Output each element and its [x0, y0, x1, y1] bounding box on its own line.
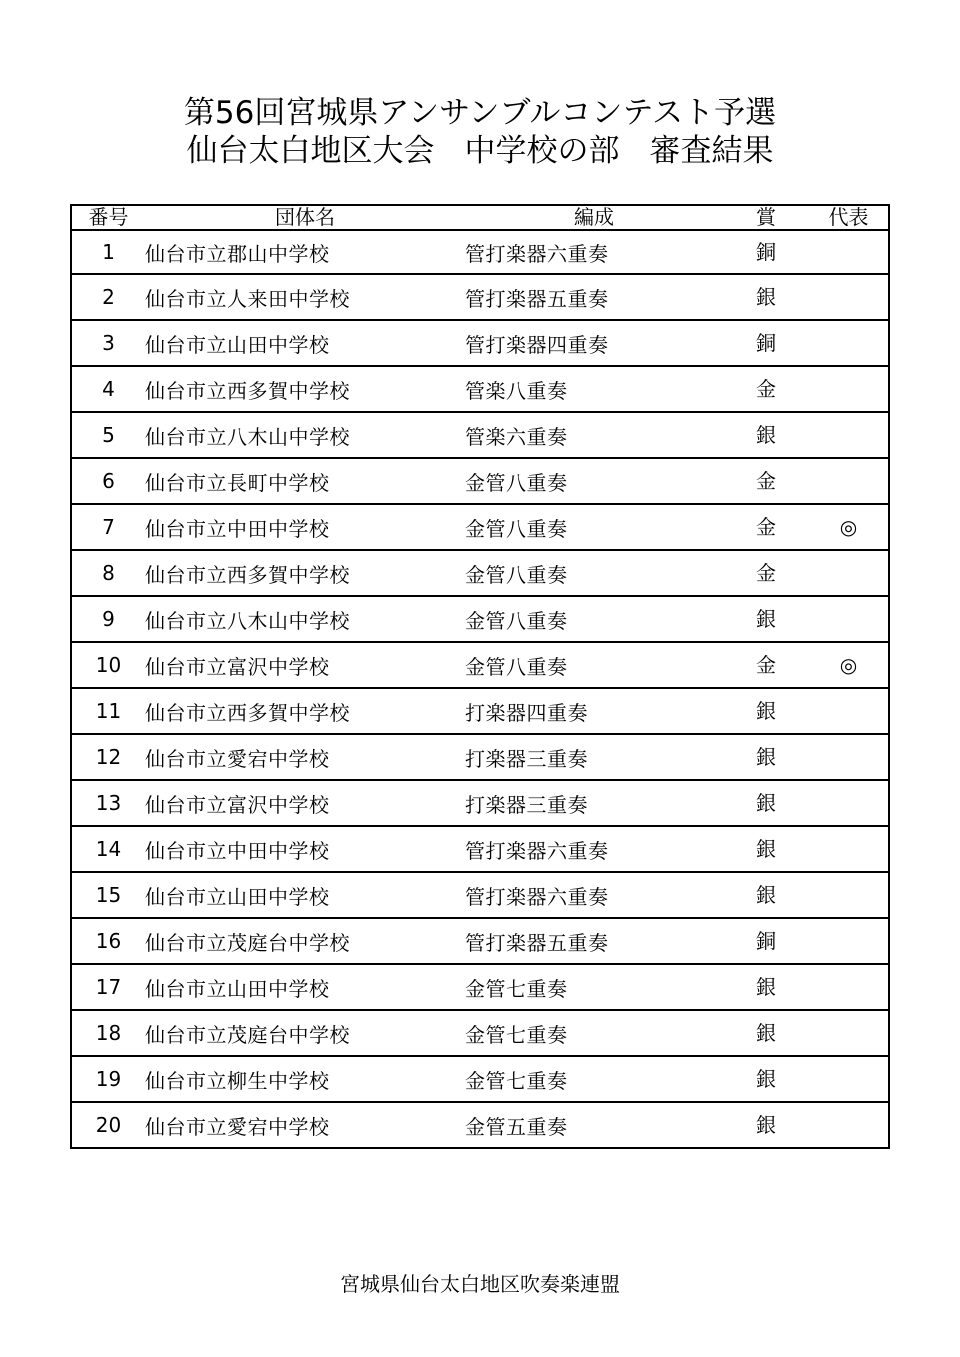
entry-prize: 銀 [756, 791, 776, 815]
entry-prize: 銀 [756, 285, 776, 309]
entry-group-name: 仙台市立中田中学校 [145, 838, 330, 863]
entry-formation: 金管七重奏 [465, 1068, 568, 1093]
entry-formation: 管楽八重奏 [465, 378, 568, 403]
entry-number: 1 [102, 240, 115, 264]
entry-number: 11 [95, 699, 122, 723]
entry-formation: 管打楽器四重奏 [465, 332, 609, 357]
entry-prize: 銀 [756, 423, 776, 447]
entry-representative-mark [809, 274, 889, 320]
entry-group-name: 仙台市立愛宕中学校 [145, 1114, 330, 1139]
table-row [71, 230, 889, 274]
entry-formation: 管打楽器五重奏 [465, 286, 609, 311]
subtitle-results: 審査結果 [649, 133, 774, 169]
entry-representative-mark [809, 412, 889, 458]
entry-group-name: 仙台市立西多賀中学校 [145, 700, 350, 725]
entry-prize: 銀 [756, 607, 776, 631]
entry-number: 14 [95, 837, 122, 861]
entry-formation: 管打楽器六重奏 [465, 838, 609, 863]
table-row [71, 1010, 889, 1056]
entry-group-name: 仙台市立郡山中学校 [145, 241, 330, 266]
entry-group-name: 仙台市立茂庭台中学校 [145, 930, 350, 955]
entry-prize: 金 [756, 377, 776, 401]
results-table-body [71, 230, 889, 1148]
entry-representative-mark: ◎ [839, 653, 858, 677]
entry-formation: 金管五重奏 [465, 1114, 568, 1139]
entry-number: 4 [102, 377, 115, 401]
entry-prize: 銅 [756, 929, 776, 953]
entry-formation: 金管七重奏 [465, 976, 568, 1001]
entry-representative-mark [809, 1102, 889, 1148]
results-table-header [71, 205, 889, 230]
entry-formation: 金管八重奏 [465, 470, 568, 495]
table-row [71, 1056, 889, 1102]
entry-group-name: 仙台市立柳生中学校 [145, 1068, 330, 1093]
entry-prize: 銀 [756, 883, 776, 907]
table-row [71, 504, 889, 550]
entry-group-name: 仙台市立山田中学校 [145, 976, 330, 1001]
entry-group-name: 仙台市立西多賀中学校 [145, 378, 350, 403]
entry-prize: 銀 [756, 1113, 776, 1137]
table-row [71, 274, 889, 320]
entry-formation: 管打楽器六重奏 [465, 884, 609, 909]
entry-number: 10 [95, 653, 122, 677]
header-prize: 賞 [756, 205, 776, 229]
entry-formation: 管打楽器五重奏 [465, 930, 609, 955]
header-representative: 代表 [828, 205, 869, 229]
entry-number: 13 [95, 791, 122, 815]
entry-group-name: 仙台市立八木山中学校 [145, 424, 350, 449]
entry-number: 7 [102, 515, 115, 539]
entry-group-name: 仙台市立山田中学校 [145, 332, 330, 357]
entry-representative-mark [809, 964, 889, 1010]
table-row [71, 734, 889, 780]
entry-number: 2 [102, 285, 115, 309]
entry-prize: 銅 [756, 331, 776, 355]
entry-representative-mark [809, 366, 889, 412]
results-table [70, 204, 890, 1149]
entry-number: 17 [95, 975, 122, 999]
entry-prize: 金 [756, 469, 776, 493]
table-row [71, 320, 889, 366]
document-title: 第56回宮城県アンサンブルコンテスト予選 [183, 95, 777, 131]
table-row [71, 550, 889, 596]
footer-organizer: 宮城県仙台太白地区吹奏楽連盟 [340, 1272, 620, 1296]
entry-prize: 銀 [756, 975, 776, 999]
entry-representative-mark [809, 458, 889, 504]
entry-representative-mark [809, 780, 889, 826]
entry-prize: 銅 [756, 240, 776, 264]
entry-group-name: 仙台市立中田中学校 [145, 516, 330, 541]
entry-group-name: 仙台市立山田中学校 [145, 884, 330, 909]
document-subtitle [0, 131, 960, 171]
entry-formation: 金管八重奏 [465, 654, 568, 679]
entry-representative-mark [809, 550, 889, 596]
entry-prize: 銀 [756, 699, 776, 723]
entry-prize: 銀 [756, 1067, 776, 1091]
entry-prize: 銀 [756, 1021, 776, 1045]
subtitle-division: 中学校の部 [464, 133, 620, 169]
entry-group-name: 仙台市立西多賀中学校 [145, 562, 350, 587]
entry-formation: 管打楽器六重奏 [465, 241, 609, 266]
entry-formation: 打楽器三重奏 [465, 746, 588, 771]
header-group-name: 団体名 [275, 205, 335, 229]
entry-formation: 打楽器四重奏 [465, 700, 588, 725]
entry-representative-mark [809, 872, 889, 918]
table-row [71, 872, 889, 918]
entry-representative-mark [809, 596, 889, 642]
entry-group-name: 仙台市立富沢中学校 [145, 792, 330, 817]
entry-representative-mark [809, 688, 889, 734]
table-row [71, 412, 889, 458]
entry-representative-mark [809, 1056, 889, 1102]
header-number: 番号 [88, 205, 129, 229]
entry-number: 18 [95, 1021, 122, 1045]
entry-representative-mark [809, 320, 889, 366]
table-row [71, 918, 889, 964]
entry-formation: 金管七重奏 [465, 1022, 568, 1047]
entry-number: 3 [102, 331, 115, 355]
entry-number: 20 [95, 1113, 122, 1137]
entry-representative-mark [809, 826, 889, 872]
entry-group-name: 仙台市立八木山中学校 [145, 608, 350, 633]
entry-representative-mark [809, 1010, 889, 1056]
entry-representative-mark [809, 734, 889, 780]
entry-representative-mark: ◎ [839, 515, 858, 539]
entry-formation: 金管八重奏 [465, 516, 568, 541]
entry-prize: 銀 [756, 745, 776, 769]
header-formation: 編成 [574, 205, 614, 229]
table-row [71, 642, 889, 688]
table-row [71, 596, 889, 642]
entry-group-name: 仙台市立富沢中学校 [145, 654, 330, 679]
table-row [71, 1102, 889, 1148]
entry-group-name: 仙台市立人来田中学校 [145, 286, 350, 311]
table-row [71, 688, 889, 734]
entry-number: 19 [95, 1067, 122, 1091]
table-row [71, 780, 889, 826]
entry-number: 5 [102, 423, 115, 447]
entry-representative-mark [809, 230, 889, 274]
table-row [71, 458, 889, 504]
table-row [71, 964, 889, 1010]
entry-formation: 打楽器三重奏 [465, 792, 588, 817]
entry-number: 8 [102, 561, 115, 585]
entry-prize: 銀 [756, 837, 776, 861]
entry-formation: 金管八重奏 [465, 562, 568, 587]
entry-number: 12 [95, 745, 122, 769]
entry-formation: 管楽六重奏 [465, 424, 568, 449]
table-row [71, 366, 889, 412]
entry-formation: 金管八重奏 [465, 608, 568, 633]
entry-number: 16 [95, 929, 122, 953]
entry-prize: 金 [756, 653, 776, 677]
entry-group-name: 仙台市立長町中学校 [145, 470, 330, 495]
entry-number: 15 [95, 883, 122, 907]
entry-group-name: 仙台市立愛宕中学校 [145, 746, 330, 771]
entry-representative-mark [809, 918, 889, 964]
entry-prize: 金 [756, 561, 776, 585]
entry-prize: 金 [756, 515, 776, 539]
entry-number: 6 [102, 469, 115, 493]
header-row [71, 205, 889, 230]
entry-group-name: 仙台市立茂庭台中学校 [145, 1022, 350, 1047]
subtitle-region: 仙台太白地区大会 [186, 133, 435, 169]
entry-number: 9 [102, 607, 115, 631]
table-row [71, 826, 889, 872]
